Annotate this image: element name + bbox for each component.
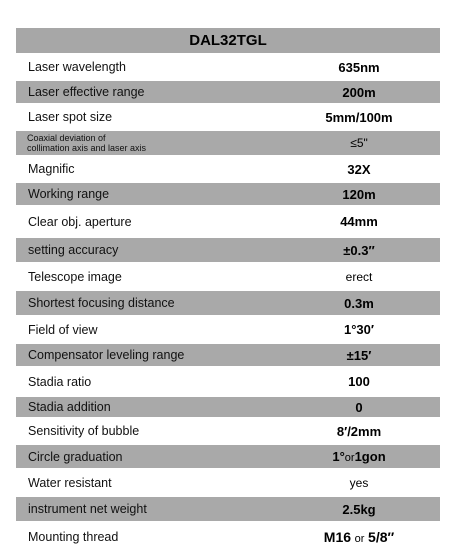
spec-label: Stadia addition [28, 400, 111, 414]
spec-value-a: M16 [323, 529, 352, 545]
spec-label: Telescope image [28, 269, 122, 284]
spec-label: Clear obj. aperture [28, 214, 132, 229]
spec-label: Circle graduation [28, 449, 123, 464]
spec-label: instrument net weight [28, 502, 147, 516]
spec-row-circle-graduation [16, 445, 440, 468]
spec-value: 0.3m [344, 295, 374, 311]
spec-value [308, 449, 410, 464]
spec-value: 120m [342, 186, 376, 202]
spec-label: Laser effective range [28, 85, 145, 99]
spec-label: Sensitivity of bubble [28, 424, 140, 438]
spec-value: 8′/2mm [336, 423, 382, 439]
spec-label-line-2: collimation axis and laser axis [27, 143, 147, 153]
spec-row-clear-obj-aperture [16, 208, 440, 235]
spec-label: Magnific [28, 162, 75, 176]
spec-label: Field of view [28, 322, 98, 337]
spec-label: setting accuracy [28, 243, 119, 257]
spec-value: 32X [347, 161, 371, 177]
spec-label: Water resistant [28, 475, 112, 490]
spec-label: Laser wavelength [28, 60, 126, 74]
spec-value: 200m [342, 84, 376, 100]
spec-row-laser-spot-size [16, 106, 440, 128]
spec-label: Working range [28, 187, 110, 201]
spec-label: Shortest focusing distance [28, 296, 175, 310]
spec-table [16, 28, 440, 553]
spec-row-sensitivity-of-bubble [16, 420, 440, 442]
spec-value-b: 1gon [354, 449, 386, 464]
spec-row-coaxial-deviation [16, 131, 440, 155]
spec-value-b: 5/8″ [368, 529, 395, 545]
spec-value-or: or [354, 533, 365, 545]
spec-row-laser-wavelength [16, 56, 440, 78]
spec-label: Stadia ratio [28, 374, 92, 389]
spec-label: Mounting thread [28, 530, 119, 544]
spec-row-telescope-image [16, 265, 440, 288]
spec-row-laser-effective-range [16, 81, 440, 103]
spec-label-line-1: Coaxial deviation of [27, 133, 106, 143]
spec-label: Laser spot size [28, 110, 113, 124]
spec-value: 0 [355, 399, 363, 415]
spec-value-or: or [344, 452, 355, 464]
spec-value: ±0.3″ [343, 242, 375, 258]
spec-value: 5mm/100m [325, 109, 393, 125]
spec-value: 1°30′ [343, 322, 374, 337]
spec-row-setting-accuracy [16, 238, 440, 262]
table-title: DAL32TGL [16, 28, 440, 53]
spec-value: erect [345, 269, 373, 284]
spec-value: 100 [348, 374, 370, 389]
spec-label: Compensator leveling range [28, 348, 185, 362]
spec-label [27, 133, 146, 153]
spec-row-field-of-view [16, 318, 440, 341]
spec-row-magnific [16, 158, 440, 180]
spec-row-stadia-addition [16, 397, 440, 417]
spec-row-mounting-thread [16, 524, 440, 550]
spec-row-water-resistant [16, 471, 440, 494]
spec-value [308, 529, 410, 545]
spec-value: ≤5" [350, 136, 368, 150]
spec-row-instrument-net-weight [16, 497, 440, 521]
spec-value-a: 1° [332, 449, 345, 464]
spec-row-working-range [16, 183, 440, 205]
spec-row-compensator-leveling-range [16, 344, 440, 366]
spec-value: yes [349, 475, 369, 490]
spec-value: ±15′ [346, 347, 372, 363]
spec-value: 2.5kg [342, 501, 376, 517]
spec-value: 635nm [338, 59, 380, 75]
spec-row-shortest-focusing-distance [16, 291, 440, 315]
spec-row-stadia-ratio [16, 369, 440, 394]
spec-value: 44mm [340, 214, 378, 229]
